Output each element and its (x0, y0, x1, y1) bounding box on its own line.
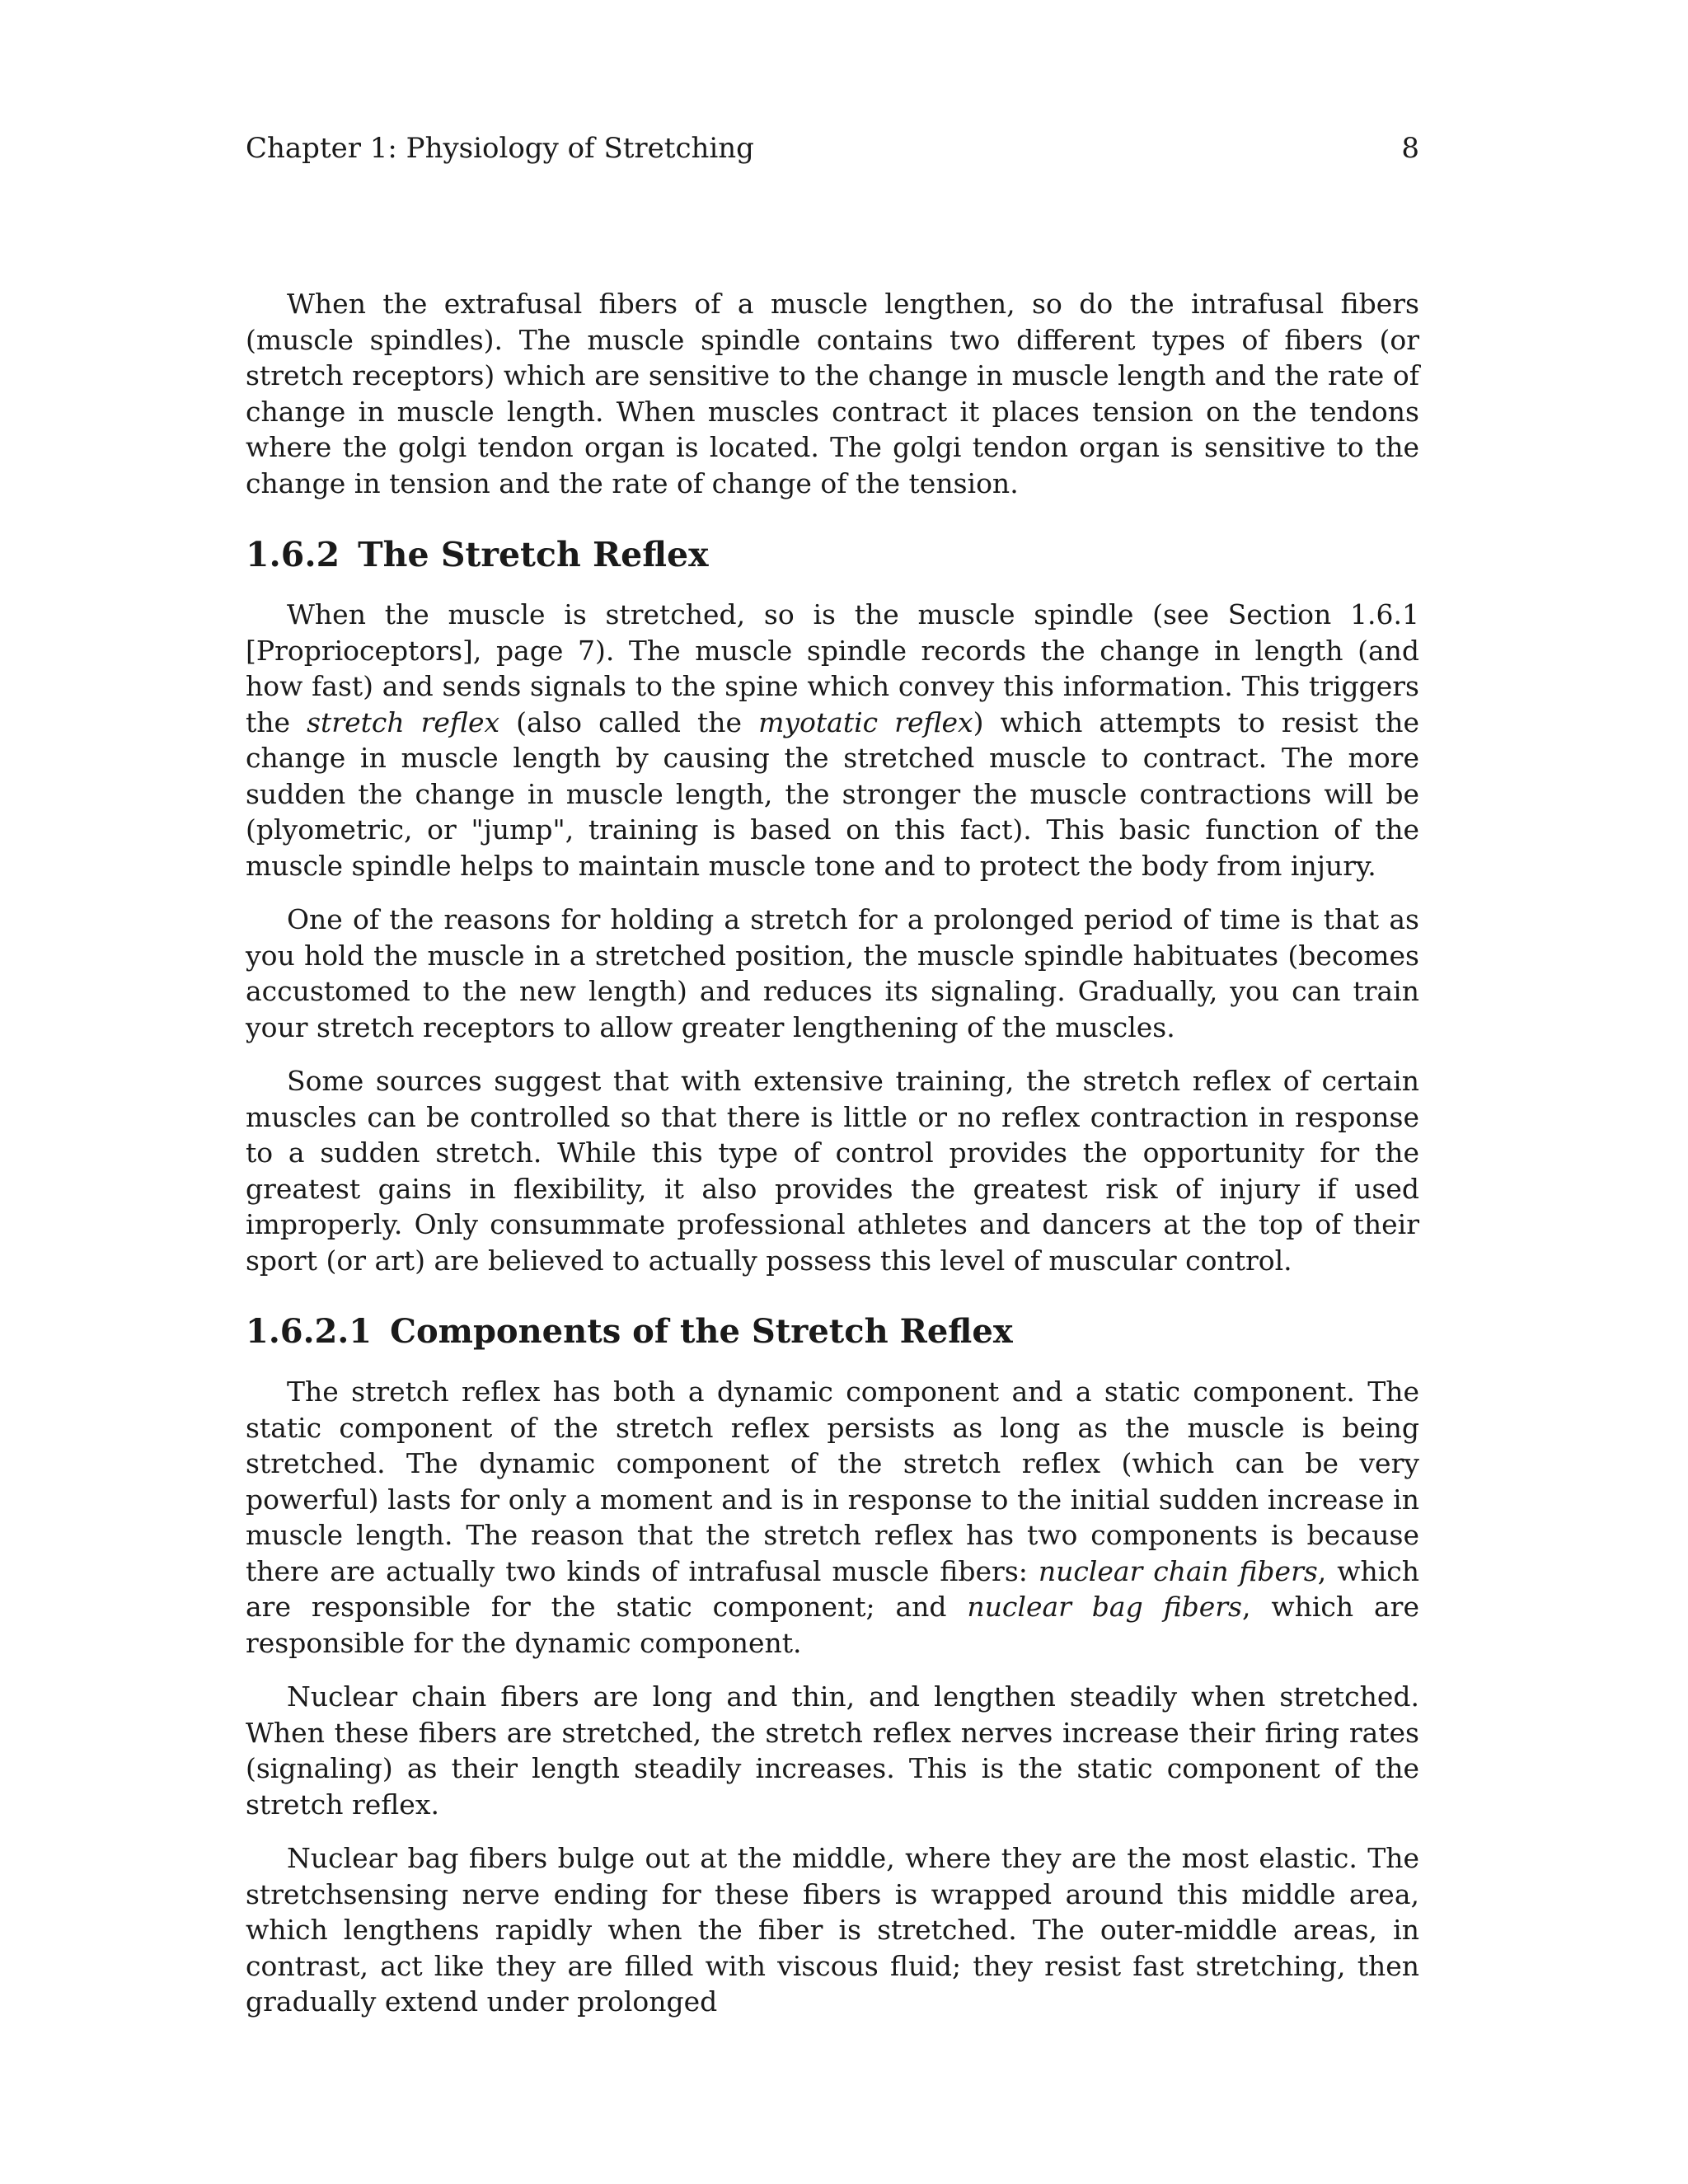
page-number: 8 (1401, 132, 1419, 165)
text-run: (also called the (499, 705, 759, 738)
emphasis-myotatic-reflex: myotatic reflex (758, 705, 973, 738)
section-title: The Stretch Reflex (358, 535, 709, 574)
holding-stretch-paragraph: One of the reasons for holding a stretch for a prolonged period of time is that as you hold the muscle in a stretched position, the muscle spindle habituates (becomes accustomed to the new length) and reduces its signaling. Gradually, you can train your stretch receptors to allow greater lengthening of the muscles. (246, 903, 1419, 1043)
components-paragraph (246, 1374, 1419, 1661)
chapter-title: Chapter 1: Physiology of Stretching (246, 132, 754, 165)
text-run: , which are responsible for the dynamic component. (246, 1591, 1419, 1659)
subsection-heading-components (246, 1311, 1419, 1352)
text-run: , which are responsible for the static component; and (246, 1554, 1420, 1623)
intro-paragraph: When the extrafusal fibers of a muscle lengthen, so do the intrafusal fibers (muscle spindles). The muscle spindle contains two different types of fibers (or stretch receptors) which are sensitive to the change in muscle length and the rate of change in muscle length. When muscles contract it places tension on the tendons where the golgi tendon organ is located. The golgi tendon organ is sensitive to the change in tension and the rate of change of the tension. (246, 288, 1419, 499)
subsection-number: 1.6.2.1 (246, 1312, 373, 1351)
stretch-reflex-paragraph (246, 597, 1419, 883)
page-body (246, 286, 1419, 2038)
text-run: When the muscle is stretched, so is the muscle spindle (see Section 1.6.1 [Proprioceptors], page 7). The muscle spindle records the change in length (and how fast) and sends signals to the spine which convey this information. This triggers the (246, 598, 1419, 738)
nuclear-bag-paragraph: Nuclear bag fibers bulge out at the middle, where they are the most elastic. The stretchsensing nerve ending for these fibers is wrapped around this middle area, which lengthens rapidly when the fiber is stretched. The outer-middle areas, in contrast, act like they are filled with viscous fluid; they resist fast stretching, then gradually extend under prolonged (246, 1842, 1419, 2018)
subsection-title: Components of the Stretch Reflex (390, 1312, 1013, 1351)
nuclear-chain-paragraph: Nuclear chain fibers are long and thin, and lengthen steadily when stretched. When these fibers are stretched, the stretch reflex nerves increase their firing rates (signaling) as their length steadily increases. This is the static component of the stretch reflex. (246, 1680, 1419, 1821)
text-run: The stretch reflex has both a dynamic component and a static component. The static component of the stretch reflex persists as long as the muscle is being stretched. The dynamic component of the stretch reflex (which can be very powerful) lasts for only a moment and is in response to the initial sudden increase in muscle length. The reason that the stretch reflex has two components is because there are actually two kinds of intrafusal muscle fibers: (246, 1376, 1419, 1587)
extensive-training-paragraph: Some sources suggest that with extensive training, the stretch reflex of certain muscles can be controlled so that there is little or no reflex contraction in response to a sudden stretch. While this type of control provides the opportunity for the greatest gains in flexibility, it also provides the greatest risk of injury if used improperly. Only consummate professional athletes and dancers at the top of their sport (or art) are believed to actually possess this level of muscular control. (246, 1065, 1419, 1277)
running-header (246, 132, 1419, 165)
emphasis-stretch-reflex: stretch reflex (307, 705, 500, 738)
emphasis-nuclear-bag-fibers: nuclear bag fibers (967, 1591, 1242, 1623)
text-run: ) which attempts to resist the change in muscle length by causing the stretched muscle to contract. The more sudden the change in muscle length, the stronger the muscle contractions will be (plyometric, or "jump", training is based on this fact). This basic function of the muscle spindle helps to maintain muscle tone and to protect the body from injury. (246, 705, 1419, 882)
document-page (246, 0, 1419, 2184)
emphasis-nuclear-chain-fibers: nuclear chain fibers (1038, 1554, 1318, 1587)
section-heading-stretch-reflex (246, 534, 1419, 575)
section-number: 1.6.2 (246, 535, 340, 574)
